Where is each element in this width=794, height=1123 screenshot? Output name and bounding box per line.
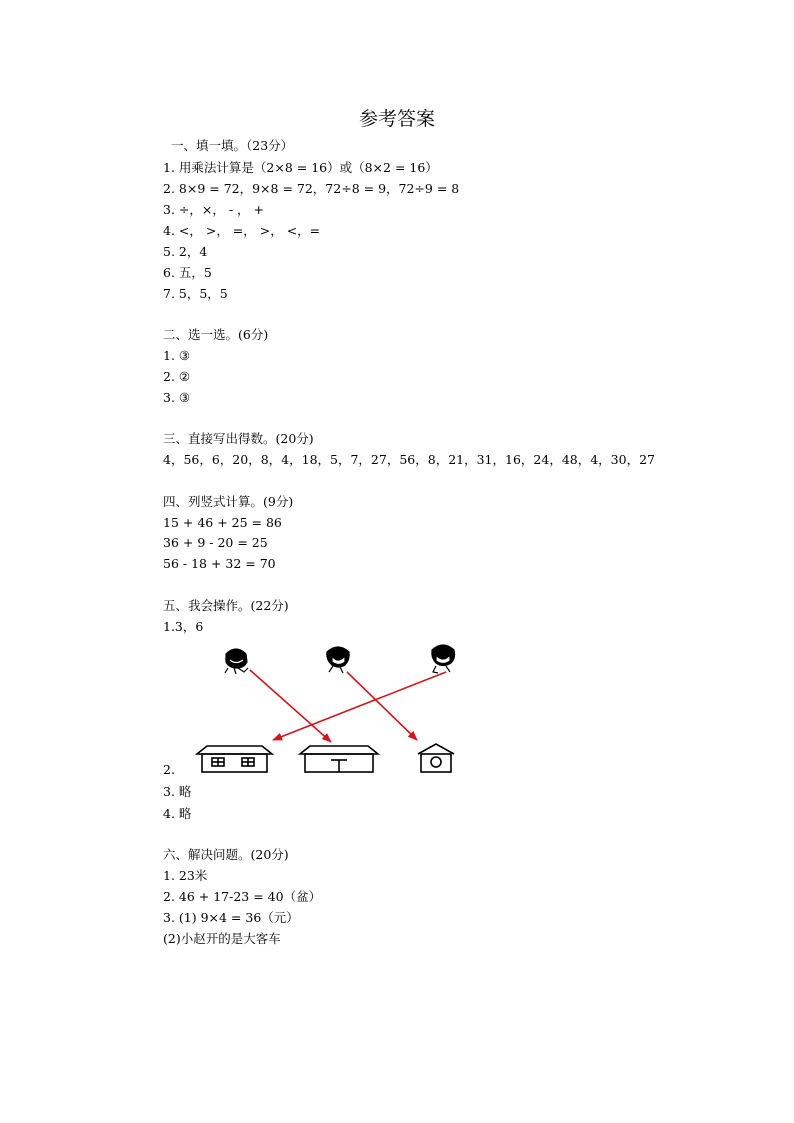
long-house-icon — [197, 746, 272, 772]
section-1-heading: 一、填一填。（23分） — [171, 138, 294, 153]
answer-line: 1. ③ — [163, 348, 191, 363]
page-title: 参考答案 — [358, 108, 435, 130]
answer-line: 2. — [163, 762, 175, 777]
answer-line: 4. 略 — [163, 806, 192, 821]
answer-line: 3. ÷，×， - ， + — [163, 202, 264, 217]
matching-figure — [190, 638, 476, 780]
answer-line: 3. ③ — [163, 390, 191, 405]
answer-line: 4，56，6，20，8，4，18，5，7，27，56，8，21，31，16，24，48，4，30，27 — [163, 452, 655, 467]
answer-line: 3. 略 — [163, 784, 192, 799]
child-1-icon — [225, 649, 248, 674]
child-3-icon — [432, 645, 455, 673]
answer-line: 2. 46 + 17-23 = 40（盆） — [163, 889, 322, 904]
section-5-heading: 五、我会操作。(22分) — [163, 598, 289, 613]
answer-line: 1. 用乘法计算是（2×8 = 16）或（8×2 = 16） — [163, 160, 438, 175]
child-2-icon — [327, 647, 349, 673]
answer-line: 6. 五，5 — [163, 265, 212, 280]
small-house-icon — [418, 744, 454, 772]
answer-line: 56 - 18 + 32 = 70 — [163, 556, 276, 571]
section-3-heading: 三、直接写出得数。(20分) — [163, 431, 314, 446]
answer-line: 1.3，6 — [163, 619, 204, 634]
match-arrow — [250, 670, 331, 742]
answer-line: 2. ② — [163, 369, 191, 384]
answer-line: 3. (1) 9×4 = 36（元） — [163, 910, 299, 925]
answer-line: 4. <， >， =， >， <，= — [163, 223, 321, 238]
answer-line: 7. 5，5，5 — [163, 286, 228, 301]
answer-line: 2. 8×9 = 72，9×8 = 72，72÷8 = 9，72÷9 = 8 — [163, 181, 460, 196]
shop-house-icon — [300, 746, 378, 772]
answer-line: (2)小赵开的是大客车 — [163, 931, 281, 946]
section-4-heading: 四、列竖式计算。(9分) — [163, 494, 294, 509]
answer-line: 5. 2，4 — [163, 244, 208, 259]
answer-line: 15 + 46 + 25 = 86 — [163, 515, 282, 530]
answer-line: 1. 23米 — [163, 868, 208, 883]
section-2-heading: 二、选一选。(6分) — [163, 327, 269, 342]
answer-line: 36 + 9 - 20 = 25 — [163, 535, 268, 550]
section-6-heading: 六、解决问题。(20分) — [163, 847, 289, 862]
match-arrow — [273, 672, 446, 740]
